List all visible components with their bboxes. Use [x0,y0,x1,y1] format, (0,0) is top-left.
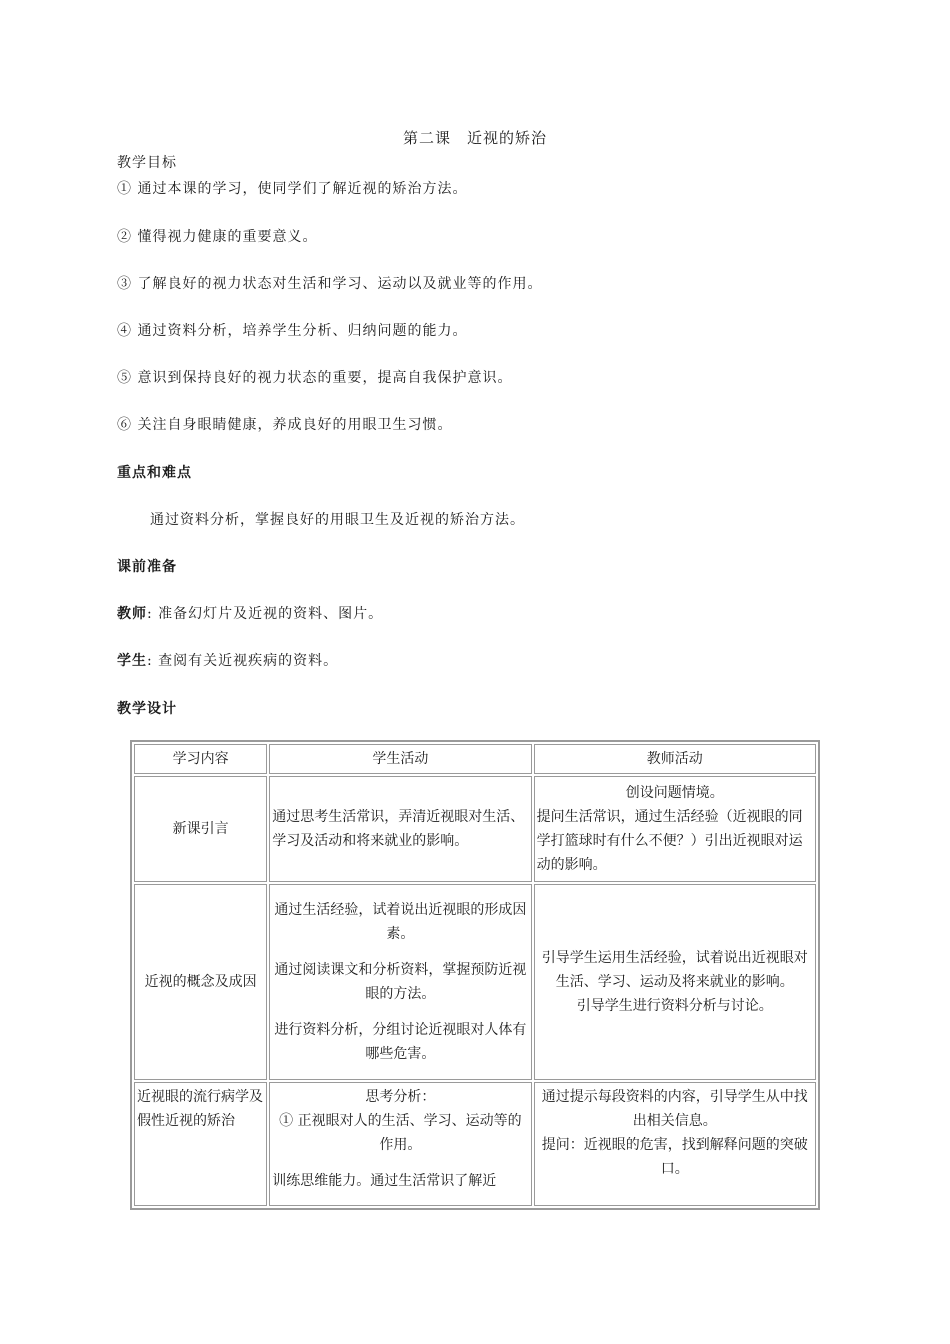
teaching-design-table [130,740,820,1210]
table-row [134,1082,816,1206]
teacher-text: 提问：近视眼的危害，找到解释问题的突破口。 [541,1137,808,1177]
objective-item-2: ② 懂得视力健康的重要意义。 [117,229,318,245]
row-content: 近视的概念及成因 [134,884,267,1080]
table-header-row [134,744,816,774]
teacher-prep [117,603,383,623]
table-row [134,884,816,1080]
teacher-text: 通过提示每段资料的内容，引导学生从中找出相关信息。 [541,1089,808,1129]
row-student [269,1082,531,1206]
teacher-text: 引导学生进行资料分析与讨论。 [576,998,773,1014]
table-row [134,776,816,882]
objective-item-6: ⑥ 关注自身眼睛健康，养成良好的用眼卫生习惯。 [117,417,453,433]
row-student [269,776,531,882]
teacher-prep-text: : 准备幻灯片及近视的资料、图片。 [147,606,384,622]
objective-item-5: ⑤ 意识到保持良好的视力状态的重要，提高自我保护意识。 [117,370,513,386]
teacher-text: 提问生活常识，通过生活经验（近视眼的同学打篮球时有什么不便？）引出近视眼对运动的影响。 [536,809,803,873]
objectives-heading: 教学目标 [117,155,177,171]
student-prep-text: : 查阅有关近视疾病的资料。 [147,653,339,669]
row-student [269,884,531,1080]
objective-item-1: ① 通过本课的学习，使同学们了解近视的矫治方法。 [117,181,468,197]
objective-item-4: ④ 通过资料分析，培养学生分析、归纳问题的能力。 [117,323,468,339]
teacher-text: 引导学生运用生活经验，试着说出近视眼对生活、学习、运动及将来就业的影响。 [541,950,808,990]
student-text: 思考分析： [365,1089,436,1105]
preparation-heading: 课前准备 [117,559,177,575]
header-teacher: 教师活动 [534,744,816,774]
lesson-title: 第二课 近视的矫治 [402,129,547,147]
key-points-heading: 重点和难点 [117,465,192,481]
row-teacher [534,884,816,1080]
design-heading: 教学设计 [117,701,177,717]
teacher-label: 教师 [117,606,147,622]
student-text: 通过思考生活常识，弄清近视眼对生活、学习及活动和将来就业的影响。 [272,809,525,849]
row-teacher [534,776,816,882]
row-content: 近视眼的流行病学及假性近视的矫治 [134,1082,267,1206]
header-student: 学生活动 [269,744,531,774]
teacher-text: 创设问题情境。 [625,785,724,801]
row-teacher [534,1082,816,1206]
student-label: 学生 [117,653,147,669]
row-content: 新课引言 [134,776,267,882]
key-points-text: 通过资料分析，掌握良好的用眼卫生及近视的矫治方法。 [150,512,525,528]
objective-item-3: ③ 了解良好的视力状态对生活和学习、运动以及就业等的作用。 [117,276,543,292]
student-text: 通过阅读课文和分析资料，掌握预防近视眼的方法。 [274,962,527,1002]
header-content: 学习内容 [134,744,267,774]
student-text: 训练思维能力。通过生活常识了解近 [272,1173,497,1189]
student-text: 通过生活经验，试着说出近视眼的形成因素。 [274,902,527,942]
student-prep [117,650,338,670]
student-text: ① 正视眼对人的生活、学习、运动等的作用。 [279,1113,522,1153]
student-text: 进行资料分析，分组讨论近视眼对人体有哪些危害。 [274,1022,527,1062]
